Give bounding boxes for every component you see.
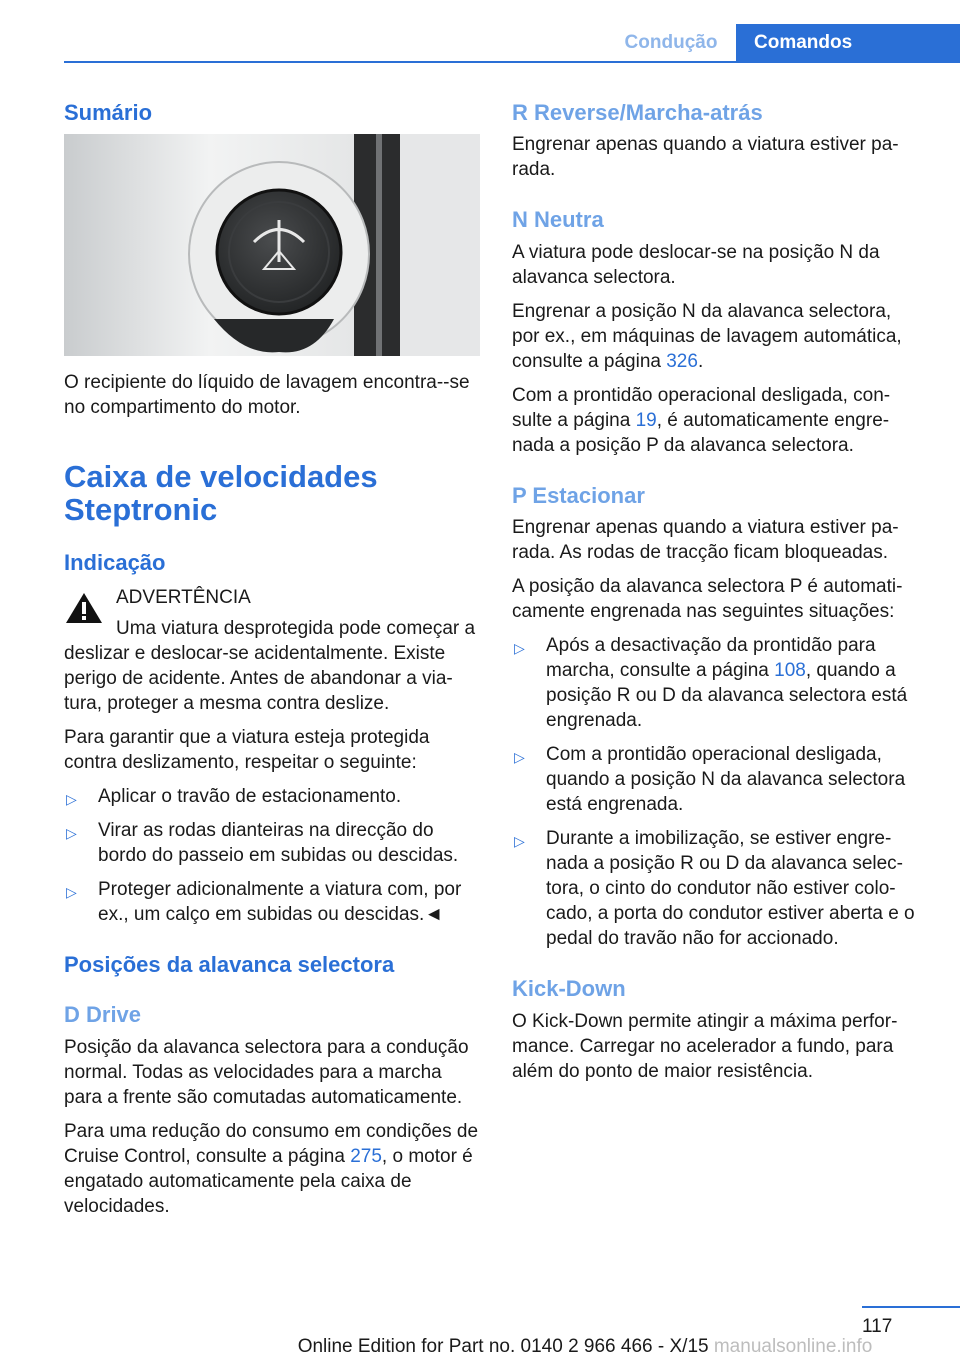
kickdown-text: O Kick-Down permite atingir a máxima perfor-mance. Carregar no acelerador a fundo, para além do ponto de maior resistência. [512, 1010, 898, 1082]
reverse-heading: R Reverse/Marcha-atrás [512, 100, 763, 125]
right-column [512, 100, 922, 1093]
page-link-326[interactable]: 326 [666, 350, 698, 372]
bullet-triangle-icon: ▷ [66, 790, 77, 807]
bullet-triangle-icon: ▷ [514, 833, 525, 850]
washer-fluid-cap-photo [64, 134, 480, 356]
positions-heading: Posições da alavanca selectora [64, 951, 395, 977]
summary-heading: Sumário [64, 100, 153, 125]
page-link-19[interactable]: 19 [635, 409, 657, 431]
neutral-text-2: Engrenar a posição N da alavanca selectora, por ex., em máquinas de lavagem automática, consulte a página 326. [512, 300, 902, 372]
kickdown-heading: Kick-Down [512, 976, 626, 1002]
warning-text: Uma viatura desprotegida pode começar a deslizar e deslocar-se acidentalmente. Existe perigo de acidente. Antes de abandonar a via-tura, proteger a mesma contra deslize. [64, 617, 476, 714]
reverse-text: Engrenar apenas quando a viatura estiver pa-rada. [512, 134, 899, 181]
photo-caption: O recipiente do líquido de lavagem encontra--se no compartimento do motor. [64, 372, 470, 419]
cruise-text: Para uma redução do consumo em condições de Cruise Control, consulte a página 275, o motor é engatado automaticamente pela caixa de velocidades. [64, 1120, 479, 1217]
bullet-triangle-icon: ▷ [514, 640, 525, 657]
park-text-1: Engrenar apenas quando a viatura estiver pa-rada. As rodas de tracção ficam bloqueadas. [512, 517, 899, 564]
indication-heading: Indicação [64, 550, 166, 576]
list-item: ▷ Durante a imobilização, se estiver engre-nada a posição R ou D da alavanca selec-tora, o cinto do condutor não estiver colo-cado, a porta do condutor estiver aberta e o pedal do travão não for accionado. [514, 828, 915, 950]
page-link-108[interactable]: 108 [774, 660, 806, 682]
neutral-heading: N Neutra [512, 207, 604, 233]
bullet-triangle-icon: ▷ [514, 749, 525, 766]
tab-comandos[interactable]: Comandos [736, 24, 960, 61]
drive-heading: D Drive [64, 1002, 142, 1028]
page-number: 117 [862, 1316, 893, 1337]
left-column [64, 100, 480, 1228]
warning-triangle-icon [64, 591, 104, 625]
list-item: ▷ Após a desactivação da prontidão para marcha, consulte a página 108, quando a posição R ou D da alavanca selectora está engrenada. [514, 635, 908, 732]
safety-list [64, 784, 480, 927]
list-item: ▷ Com a prontidão operacional desligada, quando a posição N da alavanca selectora está engrenada. [514, 744, 906, 816]
park-list [512, 633, 922, 951]
header-rule [64, 61, 960, 63]
tab-conducao[interactable]: Condução [624, 31, 718, 53]
section-title: Caixa de velocidades Steptronic [64, 459, 378, 527]
park-text-2: A posição da alavanca selectora P é automati-camente engrenada nas seguintes situações: [512, 576, 903, 623]
list-item: ▷ Virar as rodas dianteiras na direcção do bordo do passeio em subidas ou descidas. [66, 819, 459, 866]
list-item: ▷ Proteger adicionalmente a viatura com, por ex., um calço em subidas ou descidas.◄ [66, 878, 462, 925]
bullet-triangle-icon: ▷ [66, 883, 77, 900]
guarantee-text: Para garantir que a viatura esteja protegida contra deslizamento, respeitar o seguinte: [64, 726, 430, 773]
page-number-rule [862, 1306, 960, 1308]
park-heading: P Estacionar [512, 482, 645, 508]
warning-block [64, 585, 480, 610]
neutral-text-1: A viatura pode deslocar-se na posição N da alavanca selectora. [512, 241, 880, 288]
watermark: manualsonline.info [713, 1336, 873, 1357]
footer-edition: Online Edition for Part no. 0140 2 966 466 - X/15 manualsonline.info [297, 1336, 873, 1357]
bullet-triangle-icon: ▷ [66, 824, 77, 841]
page-link-275[interactable]: 275 [350, 1145, 382, 1167]
warning-label: ADVERTÊNCIA [116, 586, 251, 608]
neutral-text-3: Com a prontidão operacional desligada, con-sulte a página 19, é automaticamente engre-nada a posição P da alavanca selectora. [512, 384, 891, 456]
list-item: ▷ Aplicar o travão de estacionamento. [64, 784, 480, 809]
drive-text: Posição da alavanca selectora para a condução normal. Todas as velocidades para a marcha para a frente são comutadas automaticamente. [64, 1036, 469, 1108]
